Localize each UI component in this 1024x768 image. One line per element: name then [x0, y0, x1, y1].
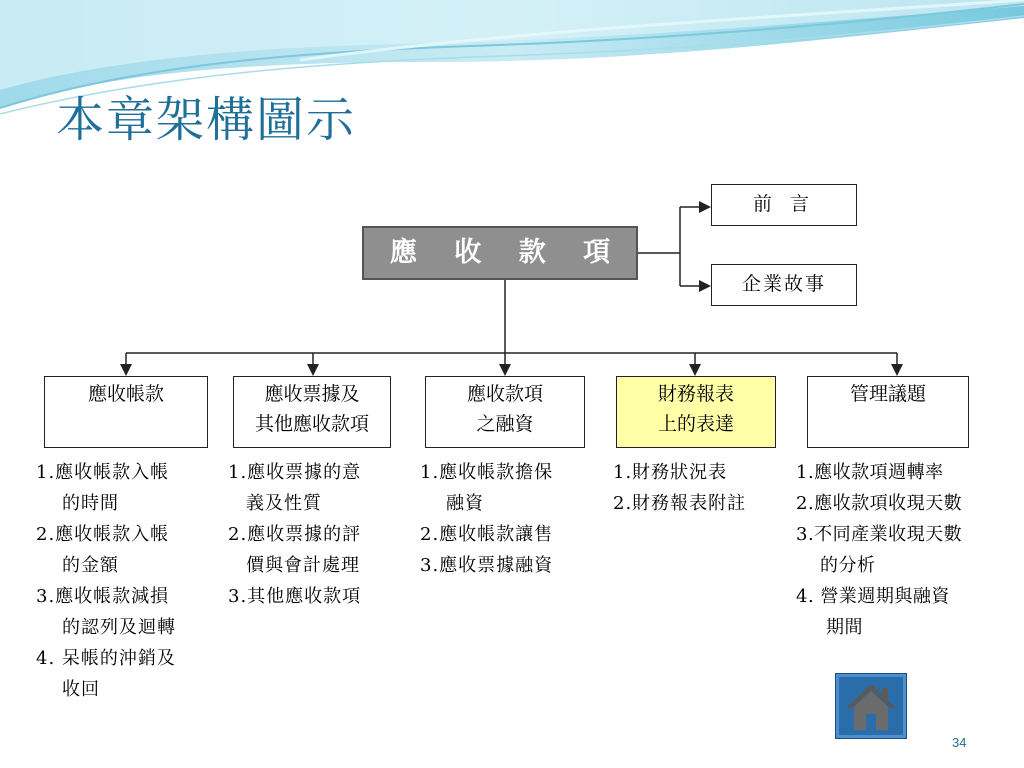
list-item: 的認列及迴轉 [62, 617, 176, 638]
list-item: 融資 [446, 493, 484, 514]
category-label-line: 之融資 [476, 413, 534, 435]
category-label-line: 應收帳款 [87, 383, 164, 405]
category-box-notes-receivable [233, 376, 391, 448]
category-label-line: 其他應收款項 [254, 413, 369, 435]
list-item: 義及性質 [246, 493, 322, 514]
list-item: 的金額 [62, 555, 119, 576]
side-node-preface: 前 言 [711, 184, 857, 226]
category-box-financing [425, 376, 585, 448]
category-box-financial-statements [616, 376, 776, 448]
list-item: 收回 [62, 679, 100, 700]
main-node: 應 收 款 項 [362, 226, 638, 280]
category-label-line: 財務報表 [657, 383, 734, 405]
item-list-accounts-receivable [36, 457, 176, 705]
category-box-accounts-receivable [44, 376, 208, 448]
list-item: 1.應收帳款入帳 [36, 462, 170, 483]
list-item: 期間 [826, 617, 863, 638]
list-item: 2.財務報表附註 [613, 493, 747, 514]
list-item: 1.財務狀況表 [613, 462, 728, 483]
list-item: 1.應收款項週轉率 [796, 462, 944, 483]
list-item: 2.應收帳款入帳 [36, 524, 170, 545]
page-number: 34 [952, 735, 967, 750]
list-item: 2.應收帳款讓售 [420, 524, 554, 545]
item-list-management-issues [796, 457, 962, 643]
list-item: 2.應收票據的評 [228, 524, 362, 545]
list-item: 2.應收款項收現天數 [796, 493, 963, 514]
list-item: 1.應收票據的意 [228, 462, 362, 483]
category-label-line: 應收款項 [466, 383, 543, 405]
list-item: 的分析 [820, 555, 876, 576]
home-icon [836, 674, 906, 738]
list-item: 4. 呆帳的沖銷及 [36, 648, 176, 669]
item-list-financial-statements [613, 457, 746, 519]
list-item: 價與會計處理 [246, 555, 360, 576]
category-label-line: 應收票據及 [264, 383, 360, 405]
list-item: 3.其他應收款項 [228, 586, 362, 607]
page-title: 本章架構圖示 [56, 92, 357, 148]
category-box-management-issues [807, 376, 969, 448]
list-item: 的時間 [62, 493, 119, 514]
home-button[interactable] [835, 673, 907, 739]
side-node-case-story: 企業故事 [711, 264, 857, 306]
category-label-line: 管理議題 [849, 383, 926, 405]
list-item: 3.不同產業收現天數 [796, 524, 963, 545]
category-label-line: 上的表達 [657, 413, 734, 435]
list-item: 3.應收票據融資 [420, 555, 554, 576]
list-item: 1.應收帳款擔保 [420, 462, 554, 483]
item-list-notes-receivable [228, 457, 361, 612]
item-list-financing [420, 457, 553, 581]
list-item: 3.應收帳款減損 [36, 586, 170, 607]
list-item: 4. 營業週期與融資 [796, 586, 950, 607]
